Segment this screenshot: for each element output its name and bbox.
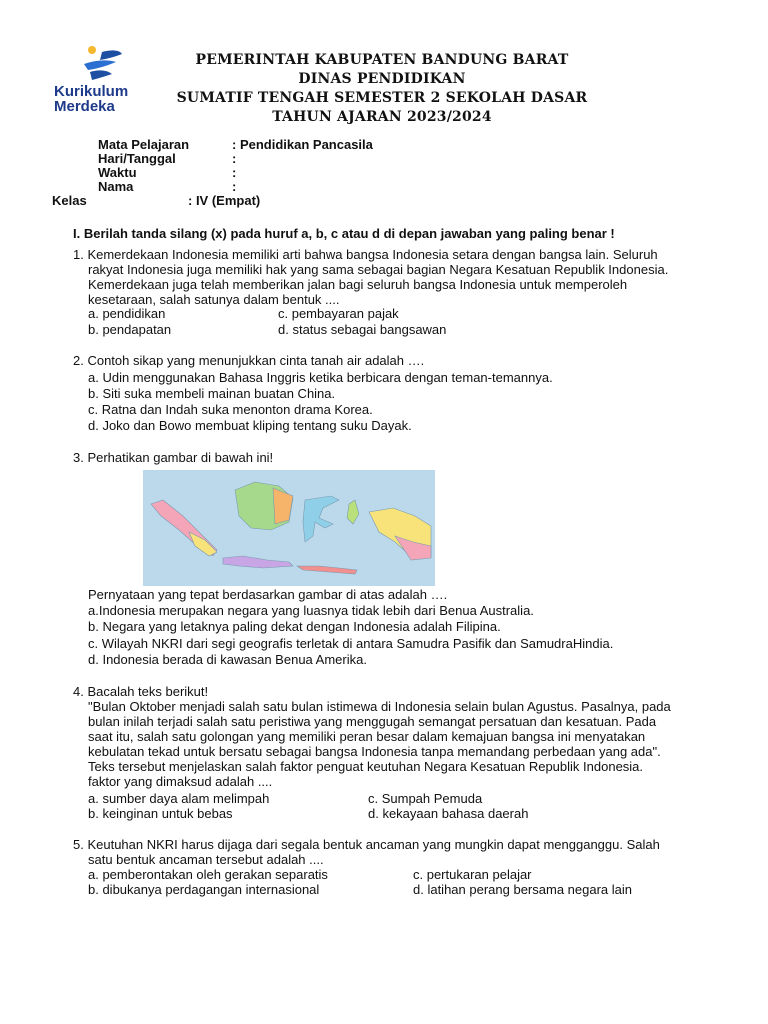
q1-line-4: kesetaraan, salah satunya dalam bentuk .... [88, 292, 340, 307]
q4-option-b[interactable]: b. keinginan untuk bebas [88, 806, 233, 821]
value-hari-tanggal: : [232, 151, 237, 166]
q1-line-1: 1. Kemerdekaan Indonesia memiliki arti bahwa bangsa Indonesia setara dengan bangsa lain. Seluruh [73, 247, 658, 262]
q4-option-c[interactable]: c. Sumpah Pemuda [368, 791, 483, 806]
q1-option-c[interactable]: c. pembayaran pajak [278, 306, 399, 321]
value-nama: : [232, 179, 237, 194]
instruction: I. Berilah tanda silang (x) pada huruf a, b, c atau d di depan jawaban yang paling benar ! [73, 226, 615, 241]
q5-option-d[interactable]: d. latihan perang bersama negara lain [413, 882, 632, 897]
label-kelas: Kelas [52, 193, 87, 208]
q1-option-d[interactable]: d. status sebagai bangsawan [278, 322, 447, 337]
q3-stem: 3. Perhatikan gambar di bawah ini! [73, 450, 274, 465]
q2-option-c[interactable]: c. Ratna dan Indah suka menonton drama Korea. [88, 402, 373, 417]
q4-option-a[interactable]: a. sumber daya alam melimpah [88, 791, 270, 806]
value-mata-pelajaran: : Pendidikan Pancasila [232, 137, 373, 152]
q3-option-c[interactable]: c. Wilayah NKRI dari segi geografis terletak di antara Samudra Pasifik dan SamudraHindia. [88, 636, 614, 651]
q4-line-6: faktor yang dimaksud adalah .... [88, 774, 273, 789]
indonesia-map-figure [143, 470, 435, 586]
q4-stem: 4. Bacalah teks berikut! [73, 684, 209, 699]
q2-option-d[interactable]: d. Joko dan Bowo membuat kliping tentang suku Dayak. [88, 418, 412, 433]
q4-option-d[interactable]: d. kekayaan bahasa daerah [368, 806, 529, 821]
q3-prompt: Pernyataan yang tepat berdasarkan gambar di atas adalah …. [88, 587, 448, 602]
q5-option-a[interactable]: a. pemberontakan oleh gerakan separatis [88, 867, 328, 882]
value-waktu: : [232, 165, 237, 180]
label-mata-pelajaran: Mata Pelajaran [98, 137, 190, 152]
q1-line-2: rakyat Indonesia juga memiliki hak yang sama sebagai bagian Negara Kesatuan Republik Indonesia. [88, 262, 669, 277]
header-line-4: TAHUN AJARAN 2023/2024 [272, 109, 492, 125]
logo-text-line1: Kurikulum [54, 83, 129, 100]
q5-option-c[interactable]: c. pertukaran pelajar [413, 867, 532, 882]
q1-option-b[interactable]: b. pendapatan [88, 322, 172, 337]
q5-line-2: satu bentuk ancaman tersebut adalah .... [88, 852, 324, 867]
q3-option-a[interactable]: a.Indonesia merupakan negara yang luasnya tidak lebih dari Benua Australia. [88, 603, 534, 618]
q2-stem: 2. Contoh sikap yang menunjukkan cinta tanah air adalah …. [73, 353, 425, 368]
q4-line-5: Teks tersebut menjelaskan salah faktor penguat keutuhan Negara Kesatuan Republik Indonesia. [88, 759, 644, 774]
q4-line-3: saat itu, salah satu golongan yang memiliki peran besar dalam kemajuan bangsa ini menyatakan [88, 729, 646, 744]
q2-option-a[interactable]: a. Udin menggunakan Bahasa Inggris ketika berbicara dengan teman-temannya. [88, 370, 553, 385]
header-line-2: DINAS PENDIDIKAN [298, 71, 466, 87]
q4-line-1: "Bulan Oktober menjadi salah satu bulan istimewa di Indonesia selain bulan Agustus. Pasalnya, pada [88, 699, 671, 714]
label-hari-tanggal: Hari/Tanggal [98, 151, 176, 166]
q3-option-d[interactable]: d. Indonesia berada di kawasan Benua Amerika. [88, 652, 367, 667]
logo-mark-icon [72, 44, 132, 84]
q4-line-2: bulan inilah terjadi salah satu peristiwa yang menggugah semangat persatuan dan kesatuan. Pada [88, 714, 657, 729]
q5-line-1: 5. Keutuhan NKRI harus dijaga dari segala bentuk ancaman yang mungkin dapat mengganggu. Salah [73, 837, 660, 852]
q5-option-b[interactable]: b. dibukanya perdagangan internasional [88, 882, 320, 897]
logo-text-line2: Merdeka [54, 98, 115, 115]
indonesia-map-image [143, 470, 435, 586]
label-nama: Nama [98, 179, 134, 194]
label-waktu: Waktu [98, 165, 137, 180]
header-line-3: SUMATIF TENGAH SEMESTER 2 SEKOLAH DASAR [176, 90, 588, 106]
kurikulum-merdeka-logo [52, 44, 144, 116]
value-kelas: : IV (Empat) [188, 193, 261, 208]
header-line-1: PEMERINTAH KABUPATEN BANDUNG BARAT [195, 52, 569, 68]
q1-option-a[interactable]: a. pendidikan [88, 306, 166, 321]
q4-line-4: kebulatan tekad untuk bersatu sebagai bangsa Indonesia tanpa memandang perbedaan yang ada". [88, 744, 661, 759]
q1-line-3: Kemerdekaan juga telah memberikan jalan bagi seluruh bangsa Indonesia untuk memperoleh [88, 277, 628, 292]
q3-option-b[interactable]: b. Negara yang letaknya paling dekat dengan Indonesia adalah Filipina. [88, 619, 501, 634]
q2-option-b[interactable]: b. Siti suka membeli mainan buatan China. [88, 386, 336, 401]
